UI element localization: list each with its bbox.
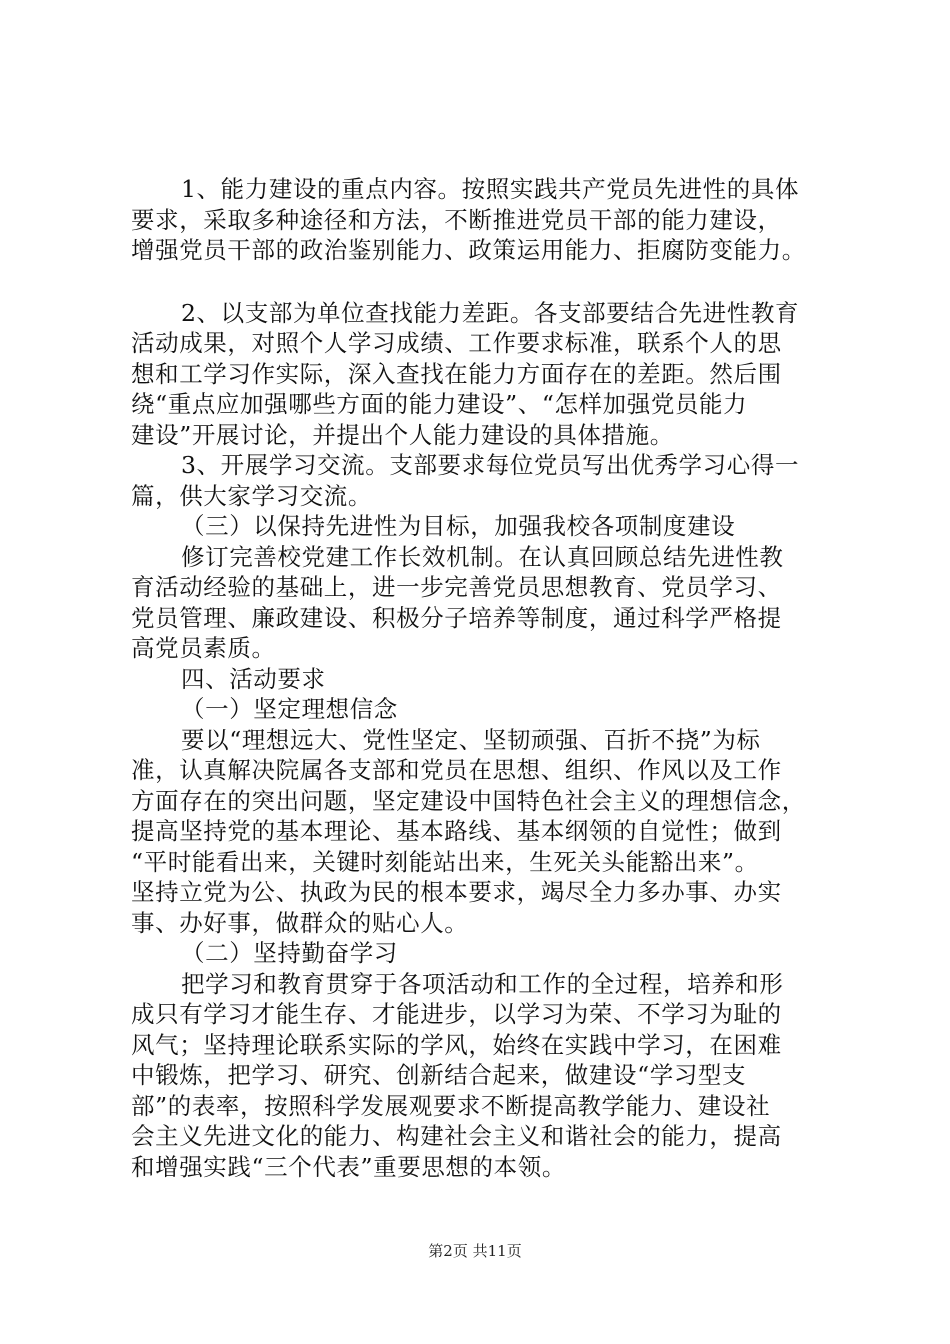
text-line: 党员管理、廉政建设、积极分子培养等制度，通过科学严格提 bbox=[131, 603, 782, 632]
text-line: 会主义先进文化的能力、构建社会主义和谐社会的能力，提高 bbox=[131, 1122, 782, 1150]
text-line: “平时能看出来，关键时刻能站出来，生死关头能豁出来”。 bbox=[131, 847, 759, 876]
text-line: 2、以支部为单位查找能力差距。各支部要结合先进性教育 bbox=[181, 298, 800, 327]
text-line: 建设”开展讨论，并提出个人能力建设的具体措施。 bbox=[131, 420, 674, 449]
paragraph-institution-building bbox=[131, 542, 851, 664]
text-line: 增强党员干部的政治鉴别能力、政策运用能力、拒腐防变能力。 bbox=[131, 236, 806, 264]
text-line: 绕“重点应加强哪些方面的能力建设”、“怎样加强党员能力 bbox=[131, 390, 748, 418]
text-line: 中锻炼，把学习、研究、创新结合起来，做建设“学习型支 bbox=[131, 1061, 747, 1089]
paragraph-diligent-study bbox=[131, 969, 851, 1183]
page-number: 第2页 共11页 bbox=[428, 1242, 522, 1260]
document-body bbox=[131, 174, 851, 1182]
text-line: 育活动经验的基础上，进一步完善党员思想教育、党员学习、 bbox=[131, 573, 782, 601]
text-line: 坚持立党为公、执政为民的根本要求，竭尽全力多办事、办实 bbox=[131, 878, 782, 906]
section-heading-4: 四、活动要求 bbox=[181, 664, 326, 693]
text-line: 准，认真解决院属各支部和党员在思想、组织、作风以及工作 bbox=[131, 756, 782, 784]
paragraph-gap bbox=[131, 266, 851, 298]
text-line: 事、办好事，做群众的贴心人。 bbox=[131, 908, 469, 937]
paragraph-ability-focus bbox=[131, 174, 851, 266]
text-line: 和增强实践“三个代表”重要思想的本领。 bbox=[131, 1152, 566, 1181]
page-footer bbox=[0, 1241, 950, 1261]
text-line: 风气；坚持理论联系实际的学风，始终在实践中学习，在困难 bbox=[131, 1030, 782, 1059]
text-line: 部”的表率，按照科学发展观要求不断提高教学能力、建设社 bbox=[131, 1091, 771, 1120]
text-line: 要求，采取多种途径和方法，不断推进党员干部的能力建设， bbox=[131, 205, 782, 234]
subsection-heading-1: （一）坚定理想信念 bbox=[181, 695, 398, 723]
text-line: 1、能力建设的重点内容。按照实践共产党员先进性的具体 bbox=[181, 175, 800, 203]
paragraph-study-exchange bbox=[131, 450, 851, 511]
text-line: 方面存在的突出问题，坚定建设中国特色社会主义的理想信念， bbox=[131, 786, 806, 815]
text-line: 高党员素质。 bbox=[131, 634, 276, 662]
text-line: 要以“理想远大、党性坚定、坚韧顽强、百折不挠”为标 bbox=[181, 725, 761, 754]
paragraph-ideals bbox=[131, 725, 851, 939]
text-line: 成只有学习才能生存、才能进步，以学习为荣、不学习为耻的 bbox=[131, 1000, 782, 1028]
text-line: 修订完善校党建工作长效机制。在认真回顾总结先进性教 bbox=[181, 542, 784, 571]
section-heading-3: （三）以保持先进性为目标，加强我校各项制度建设 bbox=[181, 512, 736, 540]
text-line: 把学习和教育贯穿于各项活动和工作的全过程，培养和形 bbox=[181, 969, 784, 998]
paragraph-find-gaps bbox=[131, 298, 851, 451]
text-line: 提高坚持党的基本理论、基本路线、基本纲领的自觉性；做到 bbox=[131, 817, 782, 845]
text-line: 活动成果，对照个人学习成绩、工作要求标准，联系个人的思 bbox=[131, 329, 782, 357]
subsection-heading-2: （二）坚持勤奋学习 bbox=[181, 939, 398, 967]
text-line: 想和工学习作实际，深入查找在能力方面存在的差距。然后围 bbox=[131, 359, 782, 388]
text-line: 篇，供大家学习交流。 bbox=[131, 481, 372, 510]
text-line: 3、开展学习交流。支部要求每位党员写出优秀学习心得一 bbox=[181, 451, 800, 479]
